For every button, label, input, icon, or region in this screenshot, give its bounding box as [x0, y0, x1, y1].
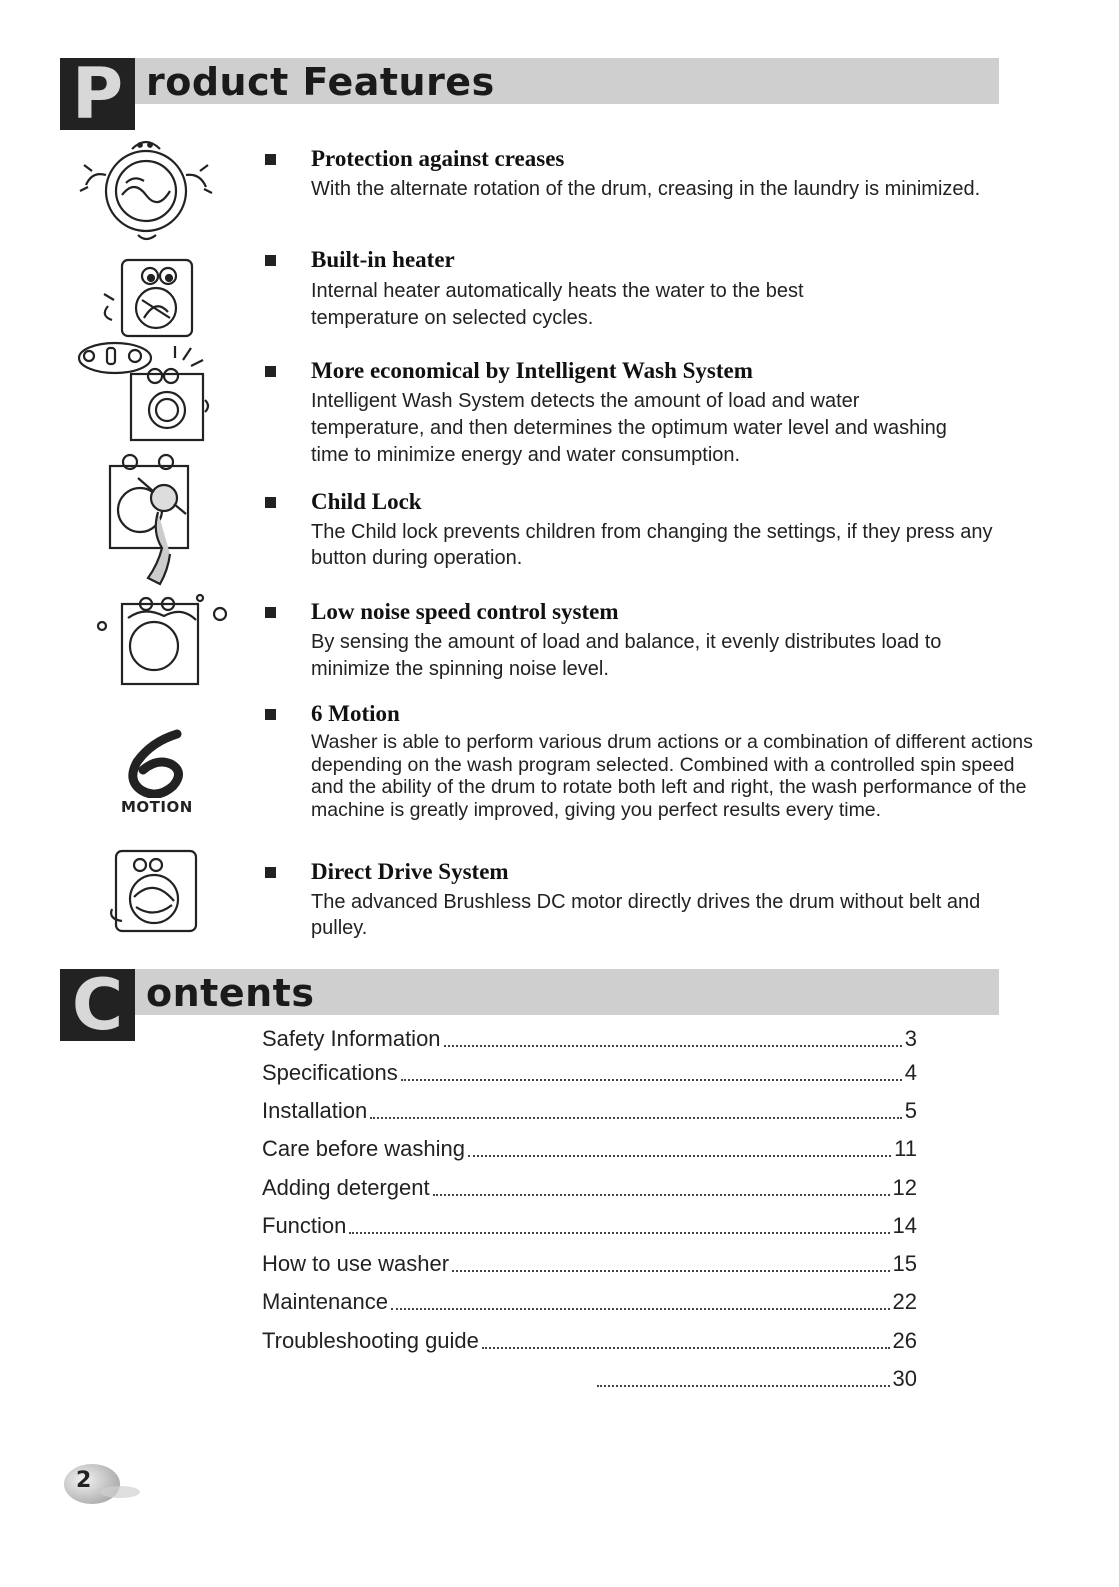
feature-title: Built-in heater: [311, 247, 455, 272]
bullet-marker: [265, 497, 276, 508]
toc-entry-label: Troubleshooting guide: [262, 1328, 479, 1353]
toc-entry-page: 4: [904, 1060, 917, 1085]
toc-entry[interactable]: [262, 1324, 917, 1356]
bullet-marker: [265, 154, 276, 165]
feature-built-in-heater: [265, 246, 1055, 336]
feature-title: Direct Drive System: [311, 859, 509, 884]
toc-entry-page: 15: [892, 1251, 917, 1276]
toc-entry[interactable]: [262, 1171, 917, 1203]
header-cap-letter: P: [60, 58, 135, 130]
toc-entry-label: Specifications: [262, 1060, 398, 1085]
toc-entry[interactable]: [594, 1362, 917, 1394]
washer-heater-icon: [100, 254, 198, 342]
feature-6-motion: [265, 700, 1055, 850]
feature-title: More economical by Intelligent Wash System: [311, 358, 753, 383]
toc-entry-page: 3: [904, 1026, 917, 1051]
feature-direct-drive-system: [265, 858, 1055, 948]
toc-leader-dots: [468, 1155, 891, 1157]
six-motion-logo-icon: [115, 728, 199, 820]
toc-entry-label: Maintenance: [262, 1289, 388, 1314]
header-title: roduct Features: [146, 60, 495, 104]
page-number-badge: [62, 1462, 142, 1506]
spinning-drum-washer-icon: [78, 135, 213, 243]
toc-entry[interactable]: [262, 1094, 917, 1126]
toc-entry-page: 5: [904, 1098, 917, 1123]
quiet-washer-icon: [92, 590, 232, 686]
toc-entry-page: 11: [894, 1136, 917, 1161]
toc-entry[interactable]: [262, 1132, 917, 1164]
feature-title: 6 Motion: [311, 701, 400, 726]
bullet-marker: [265, 607, 276, 618]
toc-entry-label: Adding detergent: [262, 1175, 430, 1200]
toc-leader-dots: [597, 1385, 890, 1387]
bullet-marker: [265, 366, 276, 377]
toc-entry[interactable]: [262, 1209, 917, 1241]
feature-description: Intelligent Wash System detects the amount of load and water temperature, and then determines the optimum water level and washing time to minimize energy and water consumption.: [311, 390, 947, 466]
feature-description: Washer is able to perform various drum actions or a combination of different actions depending on the wash program selected. Combined with a controlled spin speed and the ability of the drum to rotate both left and right, the wash performance of the machine is greatly improved, giving you perfect results every time.: [311, 731, 1033, 821]
bullet-marker: [265, 867, 276, 878]
toc-leader-dots: [444, 1045, 902, 1047]
toc-entry-label: Care before washing: [262, 1136, 466, 1161]
header-title: ontents: [146, 971, 315, 1015]
feature-protection-against-creases: [265, 145, 1055, 235]
toc-leader-dots: [433, 1194, 890, 1196]
toc-entry-page: 12: [892, 1175, 917, 1200]
toc-entry-page: 14: [892, 1213, 917, 1238]
feature-description: By sensing the amount of load and balance, it evenly distributes load to minimize the spinning noise level.: [311, 631, 942, 680]
page-badge-shape-icon: [62, 1462, 142, 1506]
toc-entry[interactable]: [262, 1285, 917, 1317]
toc-entry[interactable]: [262, 1247, 917, 1279]
header-cap-letter: C: [60, 969, 135, 1041]
bullet-marker: [265, 255, 276, 266]
feature-description: With the alternate rotation of the drum, creasing in the laundry is minimized.: [311, 178, 981, 200]
feature-description: The advanced Brushless DC motor directly drives the drum without belt and pulley.: [311, 891, 981, 939]
toc-leader-dots: [391, 1308, 890, 1310]
feature-title: Protection against creases: [311, 146, 565, 171]
bullet-marker: [265, 709, 276, 720]
child-climbing-washer-icon: [106, 452, 192, 588]
motion-logo-text: MOTION: [121, 798, 193, 816]
six-glyph-icon: [115, 728, 199, 798]
feature-description: The Child lock prevents children from changing the settings, if they press any button during operation.: [311, 521, 993, 569]
toc-entry[interactable]: [262, 1022, 917, 1054]
toc-entry-label: How to use washer: [262, 1251, 450, 1276]
toc-leader-dots: [452, 1270, 889, 1272]
toc-leader-dots: [401, 1079, 902, 1081]
direct-drive-washer-icon: [108, 845, 200, 935]
toc-entry-label: Safety Information: [262, 1026, 441, 1051]
feature-description: Internal heater automatically heats the water to the best temperature on selected cycles.: [311, 280, 804, 329]
thinking-washer-icon: [75, 340, 210, 444]
toc-entry-page: 22: [892, 1289, 917, 1314]
feature-low-noise-speed-control: [265, 598, 1055, 688]
toc-leader-dots: [482, 1347, 890, 1349]
toc-leader-dots: [370, 1117, 902, 1119]
toc-entry-page: 30: [892, 1366, 917, 1391]
feature-title: Low noise speed control system: [311, 599, 619, 624]
toc-leader-dots: [349, 1232, 889, 1234]
page-number: 2: [76, 1468, 92, 1493]
toc-entry-label: Function: [262, 1213, 347, 1238]
feature-child-lock: [265, 488, 1055, 578]
feature-intelligent-wash-system: [265, 357, 1055, 477]
feature-title: Child Lock: [311, 489, 422, 514]
product-features-header: [60, 53, 999, 135]
toc-entry[interactable]: [262, 1056, 917, 1088]
toc-entry-label: Installation: [262, 1098, 368, 1123]
toc-entry-page: 26: [892, 1328, 917, 1353]
